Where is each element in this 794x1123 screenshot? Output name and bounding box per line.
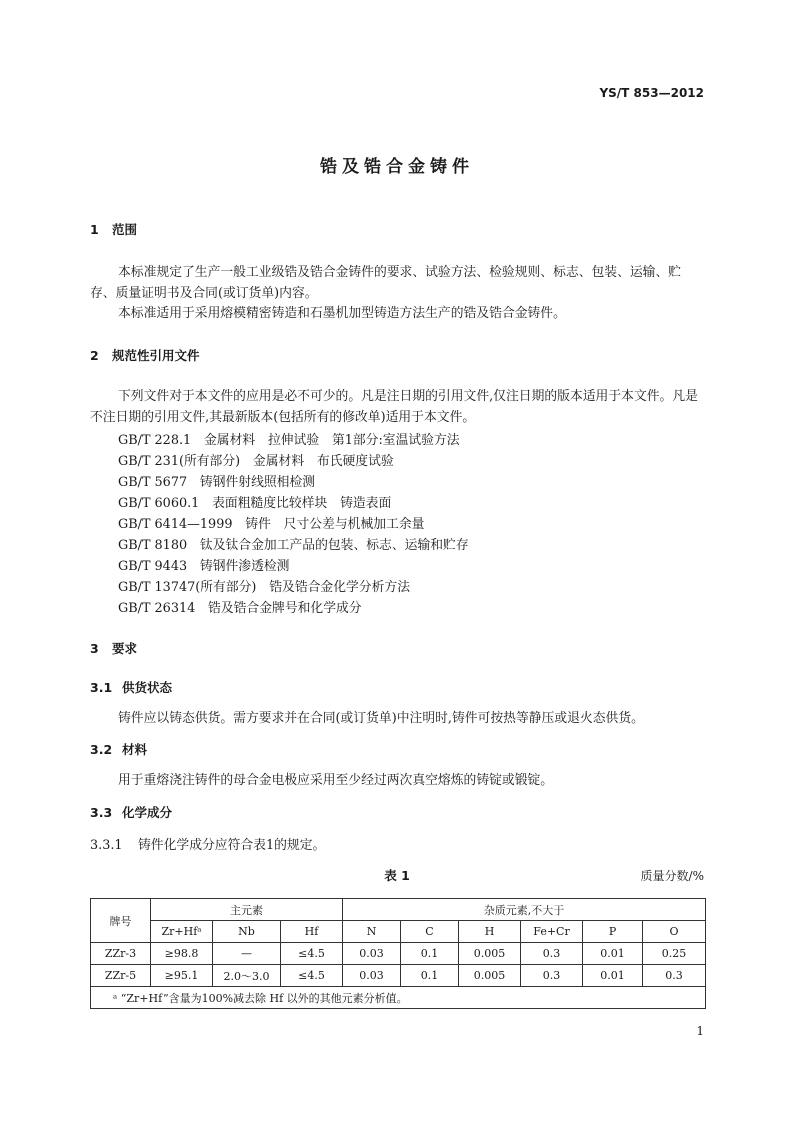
header-main-elements: 主元素 <box>151 899 343 921</box>
header-grade: 牌号 <box>91 899 151 943</box>
table-cell: 0.005 <box>459 965 521 987</box>
header-cell: Fe+Cr <box>521 921 583 943</box>
section-2-heading <box>90 346 200 364</box>
section-3-heading <box>90 639 137 657</box>
subsection-number: 3.1 <box>90 680 113 695</box>
table-cell: 0.03 <box>343 965 401 987</box>
table-cell: 0.1 <box>401 965 459 987</box>
table-cell: 0.01 <box>583 943 643 965</box>
table-cell: 0.01 <box>583 965 643 987</box>
table-caption: 表 1 <box>384 868 410 883</box>
clause-number: 3.3.1 <box>90 838 123 853</box>
table-cell: 2.0～3.0 <box>213 965 281 987</box>
table-unit: 质量分数/% <box>640 869 704 883</box>
table-cell: 0.03 <box>343 943 401 965</box>
table-cell: ≥98.8 <box>151 943 213 965</box>
table-subheader-row <box>91 921 706 943</box>
header-cell: Nb <box>213 921 281 943</box>
document-title: 锆及锆合金铸件 <box>320 157 474 177</box>
page-number: 1 <box>696 1024 704 1038</box>
table-cell: 0.3 <box>643 965 706 987</box>
reference-item: GB/T 5677 铸钢件射线照相检测 <box>118 475 316 490</box>
table-row <box>91 943 706 965</box>
section-1-paragraph-1: 本标准规定了生产一般工业级锆及锆合金铸件的要求、试验方法、检验规则、标志、包装、运输、贮存、质量证明书及合同(或订货单)内容。 <box>90 265 682 301</box>
header-cell: O <box>643 921 706 943</box>
header-cell: H <box>459 921 521 943</box>
table-cell: ≥95.1 <box>151 965 213 987</box>
reference-item: GB/T 6060.1 表面粗糙度比较样块 铸造表面 <box>118 496 392 511</box>
header-cell: Zr+Hfᵃ <box>151 921 213 943</box>
section-title: 要求 <box>112 641 138 656</box>
table-footnote: ᵃ “Zr+Hf”含量为100%减去除 Hf 以外的其他元素分析值。 <box>91 987 706 1009</box>
clause-3-3-1 <box>90 834 325 853</box>
section-number: 2 <box>90 348 99 363</box>
subsection-number: 3.2 <box>90 742 113 757</box>
reference-item: GB/T 228.1 金属材料 拉伸试验 第1部分:室温试验方法 <box>118 433 460 448</box>
reference-item: GB/T 8180 钛及钛合金加工产品的包装、标志、运输和贮存 <box>118 538 469 553</box>
table-cell: ≤4.5 <box>281 943 343 965</box>
reference-item: GB/T 6414—1999 铸件 尺寸公差与机械加工余量 <box>118 517 425 532</box>
section-2-paragraph-1: 下列文件对于本文件的应用是必不可少的。凡是注日期的引用文件,仅注日期的版本适用于本文件。凡是不注日期的引用文件,其最新版本(包括所有的修改单)适用于本文件。 <box>90 389 698 425</box>
section-number: 3 <box>90 641 99 656</box>
subsection-title: 化学成分 <box>122 805 173 820</box>
header-impurity-elements: 杂质元素,不大于 <box>343 899 706 921</box>
subsection-number: 3.3 <box>90 805 113 820</box>
table-cell: 0.3 <box>521 943 583 965</box>
standard-number: YS/T 853—2012 <box>599 86 704 100</box>
section-title: 规范性引用文件 <box>112 348 200 363</box>
header-cell: C <box>401 921 459 943</box>
composition-table <box>90 898 706 1009</box>
table-cell: 0.1 <box>401 943 459 965</box>
clause-text: 铸件化学成分应符合表1的规定。 <box>138 838 326 853</box>
subsection-3-3-heading <box>90 803 172 821</box>
subsection-title: 材料 <box>122 742 148 757</box>
reference-item: GB/T 9443 铸钢件渗透检测 <box>118 559 290 574</box>
table-cell: ZZr-5 <box>91 965 151 987</box>
header-cell: N <box>343 921 401 943</box>
section-1-paragraph-2: 本标准适用于采用熔模精密铸造和石墨机加型铸造方法生产的锆及锆合金铸件。 <box>118 306 566 321</box>
table-footnote-row <box>91 987 706 1009</box>
table-cell: 0.3 <box>521 965 583 987</box>
header-cell: Hf <box>281 921 343 943</box>
section-1-heading <box>90 220 137 238</box>
subsection-3-1-text: 铸件应以铸态供货。需方要求并在合同(或订货单)中注明时,铸件可按热等静压或退火态供货。 <box>118 711 644 726</box>
table-cell: ≤4.5 <box>281 965 343 987</box>
table-row <box>91 965 706 987</box>
table-header-row <box>91 899 706 921</box>
table-cell: — <box>213 943 281 965</box>
table-cell: ZZr-3 <box>91 943 151 965</box>
subsection-title: 供货状态 <box>122 680 173 695</box>
subsection-3-2-text: 用于重熔浇注铸件的母合金电极应采用至少经过两次真空熔炼的铸锭或锻锭。 <box>118 773 554 788</box>
section-number: 1 <box>90 222 99 237</box>
subsection-3-1-heading <box>90 678 172 696</box>
header-cell: P <box>583 921 643 943</box>
table-cell: 0.25 <box>643 943 706 965</box>
reference-item: GB/T 13747(所有部分) 锆及锆合金化学分析方法 <box>118 580 410 595</box>
reference-item: GB/T 231(所有部分) 金属材料 布氏硬度试验 <box>118 454 394 469</box>
subsection-3-2-heading <box>90 740 147 758</box>
reference-item: GB/T 26314 锆及锆合金牌号和化学成分 <box>118 601 362 616</box>
section-title: 范围 <box>112 222 138 237</box>
table-cell: 0.005 <box>459 943 521 965</box>
